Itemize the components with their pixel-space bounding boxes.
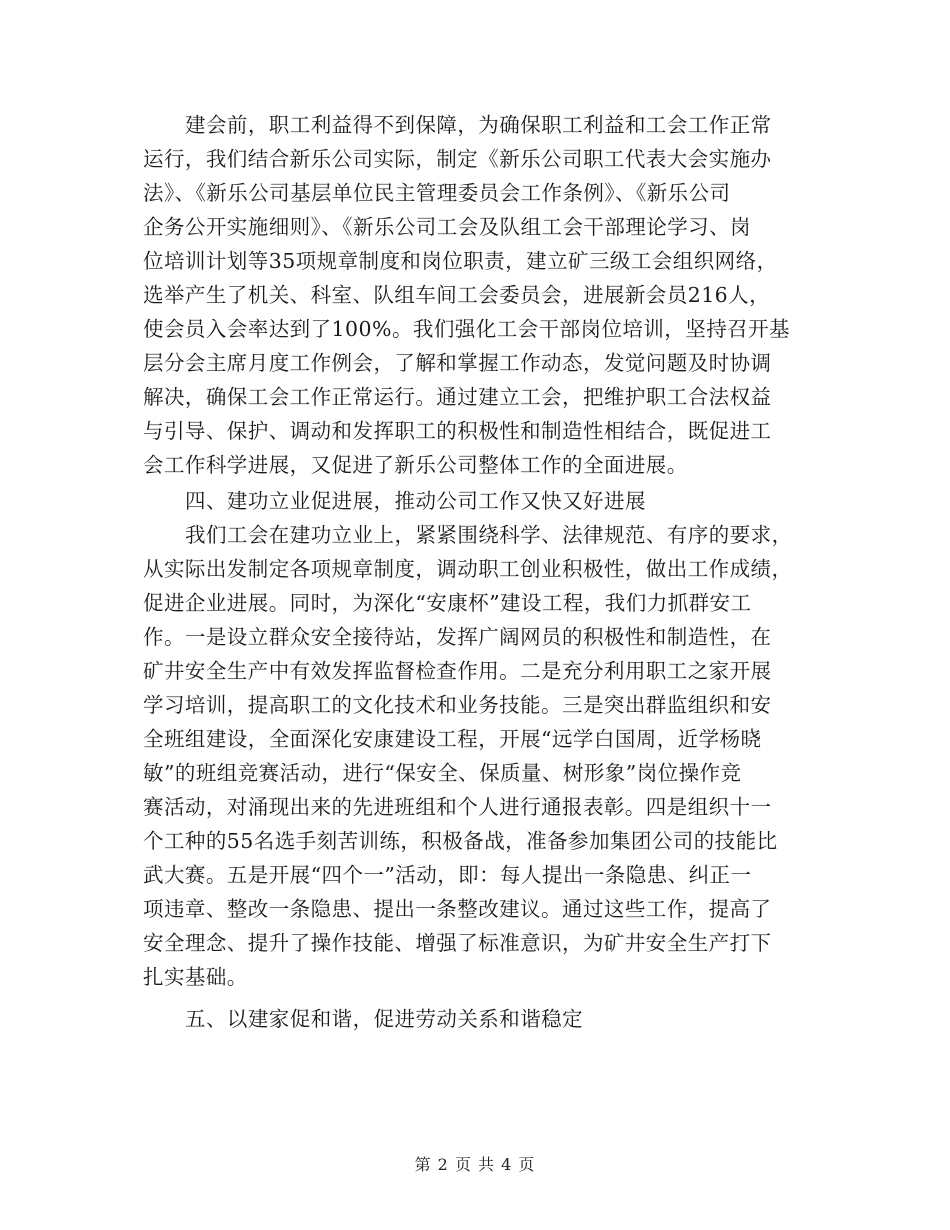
paragraph-line: 个工种的55名选手刻苦训练，积极备战，准备参加集团公司的技能比 [143,829,778,853]
paragraph-line: 赛活动，对涌现出来的先进班组和个人进行通报表彰。四是组织十一 [143,795,772,819]
paragraph-line: 层分会主席月度工作例会，了解和掌握工作动态，发觉问题及时协调 [143,351,772,375]
section-heading: 四、建功立业促进展，推动公司工作又快又好进展 [185,489,646,513]
paragraph-line: 运行，我们结合新乐公司实际，制定《新乐公司职工代表大会实施办 [143,147,772,171]
paragraph-line: 法》、《新乐公司基层单位民主管理委员会工作条例》、《新乐公司 [143,181,731,205]
paragraph-line: 从实际出发制定各项规章制度，调动职工创业积极性，做出工作成绩， [143,557,793,581]
paragraph-line: 建会前，职工利益得不到保障，为确保职工利益和工会工作正常 [185,113,772,137]
paragraph-line: 促进企业进展。同时，为深化“安康杯”建设工程，我们力抓群安工 [143,591,752,615]
paragraph-line: 安全理念、提升了操作技能、增强了标准意识，为矿井安全生产打下 [143,931,772,955]
paragraph-line: 使会员入会率达到了100%。我们强化工会干部岗位培训，坚持召开基 [143,317,791,341]
paragraph-line: 位培训计划等35项规章制度和岗位职责，建立矿三级工会组织网络， [143,249,778,273]
document-body [143,108,808,1036]
paragraph-line: 会工作科学进展，又促进了新乐公司整体工作的全面进展。 [143,453,688,477]
paragraph-line: 解决，确保工会工作正常运行。通过建立工会，把维护职工合法权益 [143,385,772,409]
paragraph-line: 全班组建设，全面深化安康建设工程，开展“远学白国周，近学杨晓 [143,727,762,751]
paragraph-line: 武大赛。五是开展“四个一”活动，即：每人提出一条隐患、纠正一 [143,863,752,887]
paragraph-line: 敏”的班组竞赛活动，进行“保安全、保质量、树形象”岗位操作竞 [143,761,742,785]
paragraph-line: 企务公开实施细则》、《新乐公司工会及队组工会干部理论学习、岗 [143,215,751,239]
paragraph-line: 我们工会在建功立业上，紧紧围绕科学、法律规范、有序的要求， [185,523,793,547]
section-heading: 五、以建家促和谐，促进劳动关系和谐稳定 [185,1007,584,1031]
paragraph-line: 作。一是设立群众安全接待站，发挥广阔网员的积极性和制造性，在 [143,625,772,649]
paragraph-line: 矿井安全生产中有效发挥监督检查作用。二是充分利用职工之家开展 [143,659,772,683]
paragraph-line: 学习培训，提高职工的文化技术和业务技能。三是突出群监组织和安 [143,693,772,717]
page-number-footer: 第 2 页 共 4 页 [414,1155,536,1174]
paragraph-line: 选举产生了机关、科室、队组车间工会委员会，进展新会员216人， [143,283,771,307]
paragraph-line: 与引导、保护、调动和发挥职工的积极性和制造性相结合，既促进工 [143,419,772,443]
paragraph-line: 项违章、整改一条隐患、提出一条整改建议。通过这些工作，提高了 [143,897,772,921]
paragraph-line: 扎实基础。 [143,965,248,989]
